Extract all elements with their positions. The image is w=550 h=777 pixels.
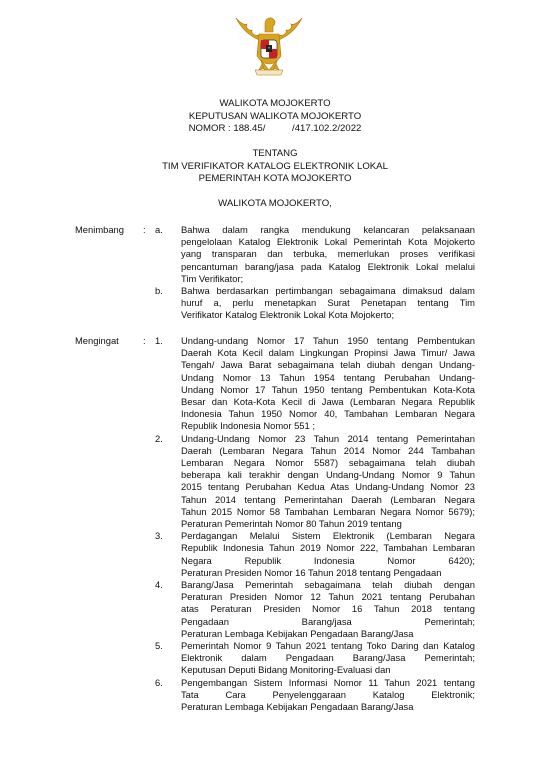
item-text xyxy=(181,530,475,579)
item-text-line: Lembaran Negara Nomor 5587) sebagaimana telah diubah xyxy=(181,457,475,469)
item-text-line: Tim Verifikator; xyxy=(181,272,244,284)
item-text-line: Perdagangan Melalui Sistem Elektronik (Lembaran Negara xyxy=(181,530,475,542)
item-text-line: Tengah/ Jawa Barat sebagaimana telah diubah dengan Undang- xyxy=(181,359,475,371)
mengingat-item xyxy=(75,579,475,640)
menimbang-item xyxy=(75,224,475,285)
item-text xyxy=(181,640,475,677)
item-text-line: Peraturan Presiden Nomor 12 Tahun 2021 tentang Perubahan xyxy=(181,591,475,603)
item-text xyxy=(181,224,475,285)
item-text-line: atas Peraturan Presiden Nomor 16 Tahun 2018 tentang xyxy=(181,603,475,615)
item-number: 5. xyxy=(155,640,163,652)
decree-number: NOMOR : 188.45/ /417.102.2/2022 xyxy=(188,123,362,134)
item-text-line: Undang-Undang Nomor 23 Tahun 2014 tentang Pemerintahan xyxy=(181,432,475,444)
item-text-line: Republik Indonesia Nomor 551 ; xyxy=(181,420,315,432)
item-text-line: Peraturan Presiden Nomor 16 Tahun 2018 tentang Pengadaan xyxy=(181,566,442,578)
item-text-line: Tahun 2014 tentang Pemerintahan Daerah (Lembaran Negara xyxy=(181,493,475,505)
item-text-line: Bahwa berdasarkan pertimbangan sebagaimana dimaksud dalam xyxy=(181,285,475,297)
decree-header xyxy=(0,98,550,136)
item-number: b. xyxy=(155,285,163,297)
issuer-title: WALIKOTA MOJOKERTO xyxy=(219,98,331,109)
item-text-line: 2015 tentang Perubahan Kedua Atas Undang-Undang Nomor 23 xyxy=(181,481,475,493)
item-text-line: Tata Cara Penyelenggaraan Katalog Elektronik; xyxy=(181,688,475,700)
menimbang-items xyxy=(75,224,475,322)
item-text xyxy=(181,285,475,322)
item-text-line: Pemerintah Nomor 9 Tahun 2021 tentang Toko Daring dan Katalog xyxy=(181,640,475,652)
decree-title: KEPUTUSAN WALIKOTA MOJOKERTO xyxy=(188,110,362,122)
item-text-line: Undang-undang Nomor 17 Tahun 1950 tentang Pembentukan xyxy=(181,335,475,346)
item-text xyxy=(181,677,475,714)
item-text-line: pengelolaan Katalog Elektronik Lokal Pemerintah Kota Mojokerto xyxy=(181,236,475,248)
item-text-line: Peraturan Lembaga Kebijakan Pengadaan Barang/Jasa xyxy=(181,627,414,639)
item-text-line: Pengadaan Barang/jasa Pemerintah; xyxy=(181,615,475,627)
mengingat-item xyxy=(75,640,475,677)
mengingat-section xyxy=(75,335,475,713)
menimbang-item xyxy=(75,285,475,322)
item-text-line: Republik Indonesia Tahun 2019 Nomor 222, Tambahan Lembaran xyxy=(181,542,475,554)
menimbang-label: Menimbang xyxy=(75,224,124,235)
item-text-line: Daerah Kota Kecil dalam Lingkungan Propinsi Jawa Timur/ Jawa xyxy=(181,347,475,359)
decree-subject xyxy=(0,148,550,186)
item-text-line: Daerah (Lembaran Negara Tahun 2014 Nomor 244 Tambahan xyxy=(181,444,475,456)
item-number: a. xyxy=(155,224,163,235)
mengingat-items xyxy=(75,335,475,713)
item-text-line: Bahwa dalam rangka mendukung kelancaran pelaksanaan xyxy=(181,224,475,235)
item-text xyxy=(181,579,475,640)
mengingat-item xyxy=(75,433,475,531)
item-text-line: Besar dan Kota-Kota Kecil di Jawa (Lembaran Negara Republik xyxy=(181,396,475,408)
item-text-line: pencantuman barang/jasa pada Katalog Elektronik Lokal melalui xyxy=(181,260,475,272)
item-text-line: Verifikator Katalog Elektronik Lokal Kota Mojokerto; xyxy=(181,309,395,321)
item-text-line: Undang Nomor 17 Tahun 1950 tentang Pembentukan Kota-Kota xyxy=(181,383,475,395)
item-text xyxy=(181,433,475,531)
item-number: 4. xyxy=(155,579,163,591)
mengingat-item xyxy=(75,677,475,714)
walikota-heading: WALIKOTA MOJOKERTO, xyxy=(218,198,332,209)
garuda-emblem-icon xyxy=(233,12,305,78)
item-number: 6. xyxy=(155,676,163,688)
item-text-line: Undang Nomor 13 Tahun 1954 tentang Perubahan Undang- xyxy=(181,371,475,383)
subject-line-1: TIM VERIFIKATOR KATALOG ELEKTRONIK LOKAL xyxy=(162,160,388,172)
item-text-line: Pengembangan Sistem Informasi Nomor 11 Tahun 2021 tentang xyxy=(181,676,475,688)
item-number: 2. xyxy=(155,432,163,444)
item-text-line: Negara Republik Indonesia Nomor 6420); xyxy=(181,554,475,566)
subject-line-2: PEMERINTAH KOTA MOJOKERTO xyxy=(198,173,352,184)
item-number: 3. xyxy=(155,530,163,542)
mengingat-item xyxy=(75,335,475,433)
item-text-line: beberapa kali terakhir dengan Undang-Undang Nomor 9 Tahun xyxy=(181,469,475,481)
tentang-label: TENTANG xyxy=(252,148,298,159)
issuer-signature-heading xyxy=(0,198,550,211)
menimbang-section xyxy=(75,224,475,322)
item-text-line: Indonesia Tahun 1950 Nomor 40, Tambahan Lembaran Negara xyxy=(181,408,475,420)
mengingat-colon: : xyxy=(143,335,146,346)
item-text-line: Tahun 2015 Nomor 58 Tambahan Lembaran Negara Nomor 5679); xyxy=(181,505,475,517)
item-text-line: yang transparan dan terbuka, memerlukan proses verifikasi xyxy=(181,248,475,260)
mengingat-label: Mengingat xyxy=(75,335,119,346)
item-text xyxy=(181,335,475,433)
item-text-line: Peraturan Pemerintah Nomor 80 Tahun 2019 tentang xyxy=(181,518,402,530)
item-text-line: Barang/Jasa Pemerintah sebagaimana telah diubah dengan xyxy=(181,579,475,591)
item-text-line: Peraturan Lembaga Kebijakan Pengadaan Barang/Jasa xyxy=(181,701,414,713)
item-text-line: Keputusan Deputi Bidang Monitoring-Evaluasi dan xyxy=(181,664,391,676)
mengingat-item xyxy=(75,530,475,579)
item-text-line: Elektronik dalam Pengadaan Barang/Jasa Pemerintah; xyxy=(181,652,475,664)
item-text-line: huruf a, perlu menetapkan Surat Penetapan tentang Tim xyxy=(181,297,475,309)
menimbang-colon: : xyxy=(143,224,146,235)
item-number: 1. xyxy=(155,335,163,346)
